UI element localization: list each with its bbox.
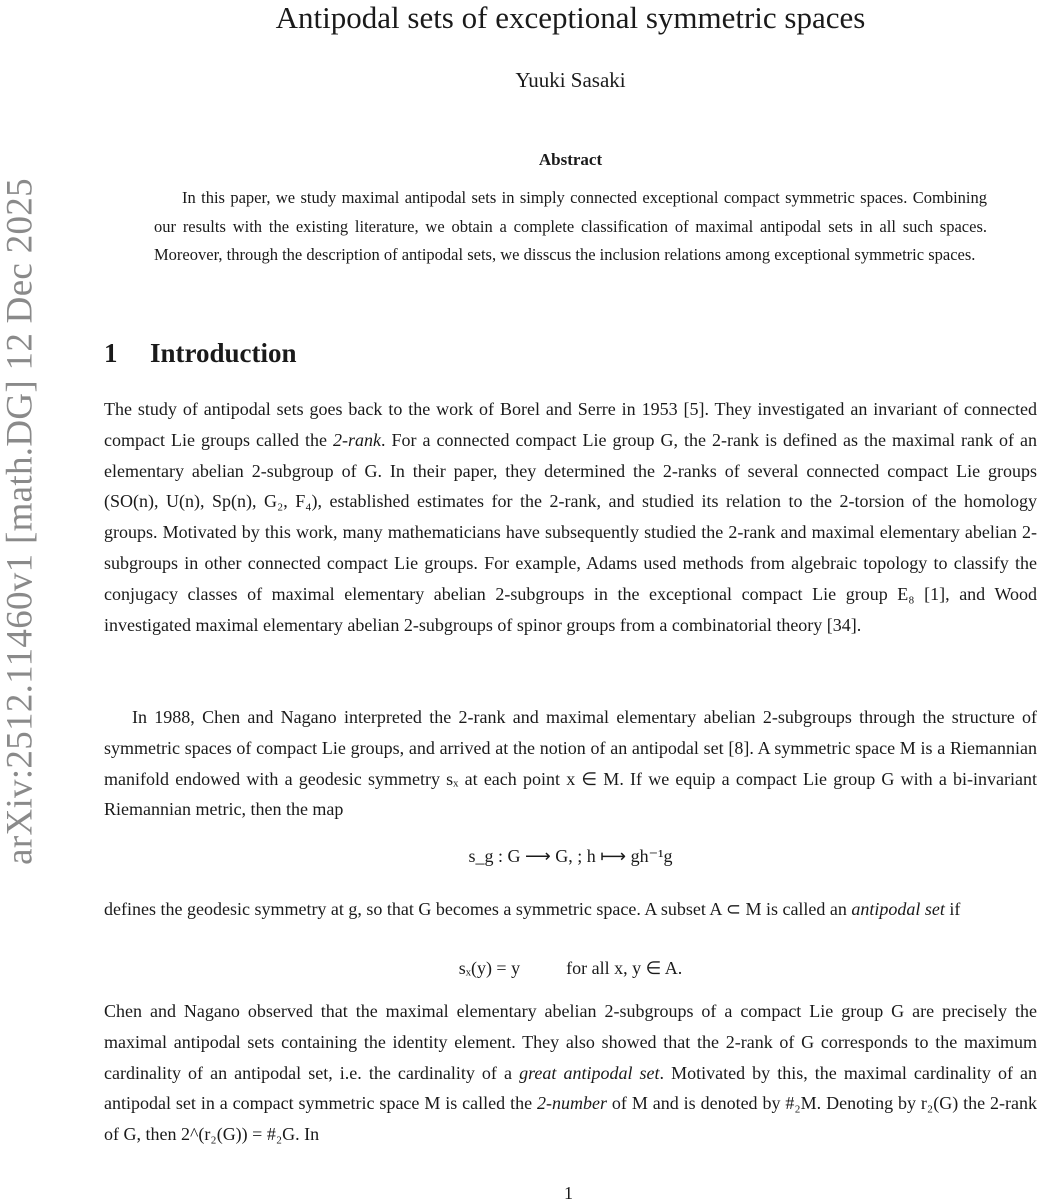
abstract-heading: Abstract xyxy=(538,150,603,169)
term-antipodal-set: antipodal set xyxy=(851,899,945,919)
arxiv-identifier: arXiv:2512.11460v1 [math.DG] 12 Dec 2025 xyxy=(0,178,41,865)
paragraph-2: In 1988, Chen and Nagano interpreted the 2-rank and maximal elementary abelian 2-subgroups through the structure of symmetric spaces of compact Lie groups, and arrived at the notion of an antipodal set [8]. A symmetric space M is a Riemannian manifold endowed with a geodesic symmetry sₓ at each point x ∈ M. If we equip a compact Lie group G with a bi-invariant Riemannian metric, then the map xyxy=(104,707,1037,820)
page-number: 1 xyxy=(564,1183,573,1203)
paragraph-3: defines the geodesic symmetry at g, so that G becomes a symmetric space. A subset A ⊂ M is called an antipodal set if xyxy=(104,899,961,919)
paragraph-4: Chen and Nagano observed that the maximal elementary abelian 2-subgroups of a compact Lie group G are precisely the maximal antipodal sets containing the identity element. They also showed that the 2-rank of G corresponds to the maximum cardinality of an antipodal set, i.e. the cardinality of a great antipodal set. Motivated by this, the maximal cardinality of an antipodal set in a compact symmetric space M is called the 2-number of M and is denoted by #₂M. Denoting by r₂(G) the 2-rank of G, then 2^(r₂(G)) = #₂G. In xyxy=(104,1001,1037,1145)
author-name: Yuuki Sasaki xyxy=(515,68,626,92)
paper-title: Antipodal sets of exceptional symmetric spaces xyxy=(275,0,866,35)
equation-geodesic-map: s_g : G ⟶ G, ; h ⟼ gh⁻¹g xyxy=(468,846,673,866)
term-2-number: 2-number xyxy=(536,1093,607,1114)
section-number: 1 xyxy=(104,338,118,368)
abstract-text: In this paper, we study maximal antipodal sets in simply connected exceptional compact symmetric spaces. Combining our results with the existing literature, we obtain a complete classification of maximal antipodal sets in all such spaces. Moreover, through the description of antipodal sets, we disscus the inclusion relations among exceptional symmetric spaces. xyxy=(154,188,987,264)
equation-rhs: for all x, y ∈ A. xyxy=(566,958,683,978)
paragraph-1: The study of antipodal sets goes back to the work of Borel and Serre in 1953 [5]. They investigated an invariant of connected compact Lie groups called the 2-rank. For a connected compact Lie group G, the 2-rank is defined as the maximal rank of an elementary abelian 2-subgroup of G. In their paper, they determined the 2-ranks of several connected compact Lie groups (SO(n), U(n), Sp(n), G₂, F₄), established estimates for the 2-rank, and studied its relation to the 2-torsion of the homology groups. Motivated by this work, many mathematicians have subsequently studied the 2-rank and maximal elementary abelian 2-subgroups in other connected compact Lie groups. For example, Adams used methods from algebraic topology to classify the conjugacy classes of maximal elementary abelian 2-subgroups in the exceptional compact Lie group E₈ [1], and Wood investigated maximal elementary abelian 2-subgroups of spinor groups from a combinatorial theory [34]. xyxy=(104,399,1037,635)
term-2-rank: 2-rank xyxy=(332,429,381,450)
section-heading xyxy=(104,338,297,369)
equation-antipodal-condition xyxy=(104,958,1037,979)
section-title: Introduction xyxy=(150,338,297,368)
term-great-antipodal-set: great antipodal set xyxy=(519,1062,660,1083)
equation-lhs: sₓ(y) = y xyxy=(458,958,521,978)
